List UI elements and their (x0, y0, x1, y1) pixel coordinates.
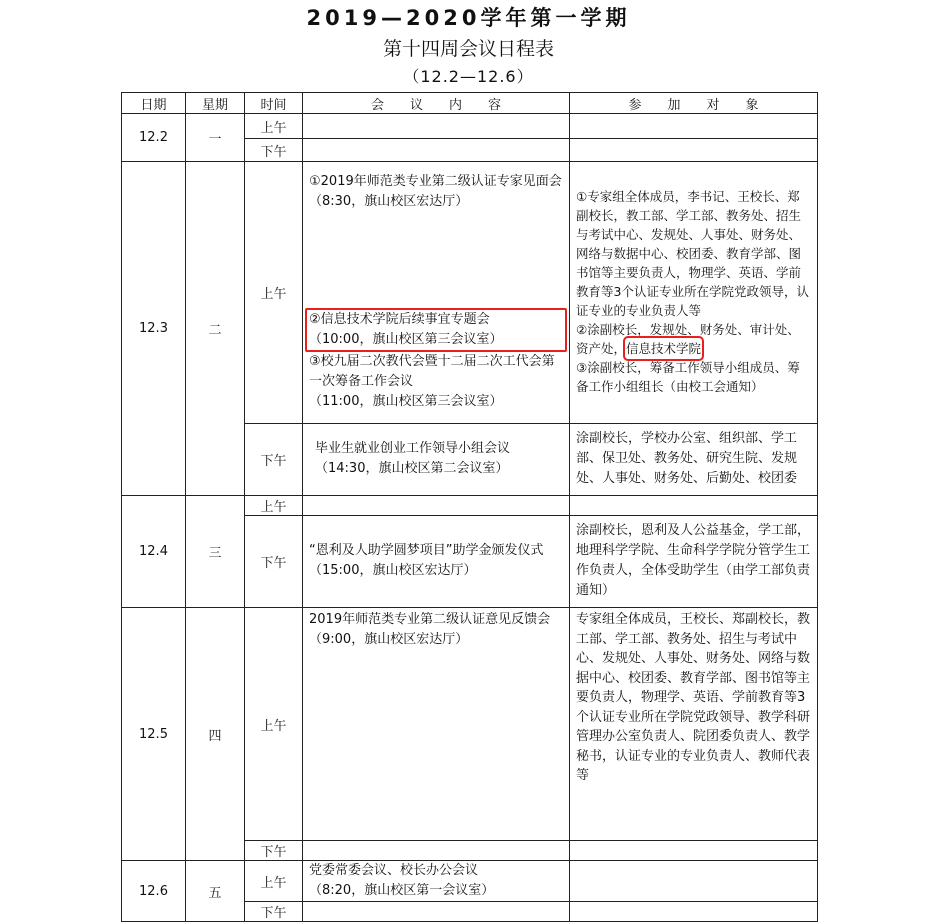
participants-cell (570, 902, 818, 922)
weekday-cell: 五 (186, 861, 245, 922)
participants-cell (570, 841, 818, 861)
time-cell: 上午 (245, 861, 303, 902)
weekday-cell: 四 (186, 608, 245, 861)
meeting-item: 毕业生就业创业工作领导小组会议 (315, 440, 511, 456)
participants-item (576, 320, 811, 358)
page-subtitle: 第十四周会议日程表 (382, 38, 554, 60)
meeting-time: （9:00，旗山校区宏达厅） (309, 632, 469, 647)
table-header-row (122, 93, 818, 114)
col-header-weekday: 星期 (186, 93, 245, 114)
participants-item: ①专家组全体成员，李书记、王校长、郑副校长，教工部、学工部、教务处、招生与考试中心、发规处、人事处、财务处、网络与数据中心、校团委、教育学部、图书馆等主要负责人，物理学、英语、学前教育等3个认证专业所在学院党政领导，认证专业的专业负责人等 (576, 189, 809, 318)
time-cell: 上午 (245, 162, 303, 424)
participants-cell (570, 139, 818, 162)
table-row (122, 496, 818, 516)
meeting-item: ②信息技术学院后续事宜专题会 (309, 311, 490, 327)
meeting-cell (303, 114, 570, 139)
participants-cell (570, 162, 818, 424)
weekday-cell: 三 (186, 496, 245, 608)
participants-text: ②涂副校长，发规处、财务处、审计处、资产处， (576, 322, 800, 356)
participants-item: 专家组全体成员，王校长、郑副校长，教工部、学工部、教务处、招生与考试中心、发规处、人事处、财务处、网络与数据中心、校团委、教育学部、图书馆等主要负责人，物理学、英语、学前教育等3个认证专业所在学院党政领导、教学科研管理办公室负责人、院团委负责人、教学秘书，认证专业的专业负责人、教师代表等 (576, 612, 811, 783)
page-title: 2019—2020学年第一学期 (306, 6, 631, 30)
time-cell: 下午 (245, 516, 303, 608)
date-range: （12.2—12.6） (403, 67, 534, 86)
time-cell: 上午 (245, 114, 303, 139)
meeting-cell (303, 496, 570, 516)
meeting-time: （15:00，旗山校区宏达厅） (309, 562, 477, 578)
participants-item: ③涂副校长，筹备工作领导小组成员、筹备工作小组组长（由校工会通知） (576, 360, 800, 394)
time-cell: 下午 (245, 424, 303, 496)
meeting-item: “恩利及人助学圆梦项目”助学金颁发仪式 (309, 542, 544, 558)
date-cell: 12.2 (122, 114, 186, 162)
meeting-cell (303, 608, 570, 841)
col-header-date: 日期 (122, 93, 186, 114)
schedule-table (121, 92, 818, 922)
table-row (122, 608, 818, 841)
meeting-cell (303, 139, 570, 162)
meeting-time: （14:30，旗山校区第二会议室） (315, 460, 509, 476)
time-cell: 上午 (245, 496, 303, 516)
meeting-cell (303, 902, 570, 922)
date-cell: 12.6 (122, 861, 186, 922)
col-header-time: 时间 (245, 93, 303, 114)
highlight-box (305, 308, 567, 352)
participants-cell (570, 424, 818, 496)
participants-cell (570, 608, 818, 841)
meeting-item: 2019年师范类专业第二级认证意见反馈会 (309, 612, 551, 627)
col-header-participants: 参 加 对 象 (570, 93, 818, 114)
time-cell: 下午 (245, 139, 303, 162)
meeting-time: （11:00，旗山校区第三会议室） (309, 393, 503, 409)
participants-cell (570, 516, 818, 608)
participants-item: 涂副校长，恩利及人公益基金，学工部，地理科学学院、生命科学学院分管学生工作负责人，全体受助学生（由学工部负责通知） (576, 522, 811, 598)
meeting-cell (303, 516, 570, 608)
time-cell: 下午 (245, 902, 303, 922)
participants-cell (570, 496, 818, 516)
meeting-item: 党委常委会议、校长办公会议 (309, 863, 479, 878)
meeting-item: ①2019年师范类专业第二级认证专家见面会 (309, 173, 562, 189)
table-row (122, 114, 818, 139)
table-row (122, 162, 818, 424)
meeting-cell (303, 162, 570, 424)
meeting-time: （8:30，旗山校区宏达厅） (309, 193, 469, 209)
meeting-time: （8:20，旗山校区第一会议室） (309, 883, 495, 898)
date-cell: 12.3 (122, 162, 186, 496)
time-cell: 下午 (245, 841, 303, 861)
meeting-cell (303, 424, 570, 496)
date-cell: 12.4 (122, 496, 186, 608)
participants-item: 涂副校长，学校办公室、组织部、学工部、保卫处、教务处、研究生院、发规处、人事处、财务处、后勤处、校团委 (576, 430, 798, 486)
date-cell: 12.5 (122, 608, 186, 861)
weekday-cell: 一 (186, 114, 245, 162)
highlight-box: 信息技术学院 (626, 341, 702, 356)
table-row (122, 861, 818, 902)
meeting-time: （10:00，旗山校区第三会议室） (309, 331, 503, 347)
participants-cell (570, 114, 818, 139)
participants-cell (570, 861, 818, 902)
meeting-cell (303, 841, 570, 861)
meeting-item: ③校九届二次教代会暨十二届二次工代会第一次筹备工作会议 (309, 353, 555, 389)
col-header-meeting: 会 议 内 容 (303, 93, 570, 114)
weekday-cell: 二 (186, 162, 245, 496)
time-cell: 上午 (245, 608, 303, 841)
meeting-cell (303, 861, 570, 902)
